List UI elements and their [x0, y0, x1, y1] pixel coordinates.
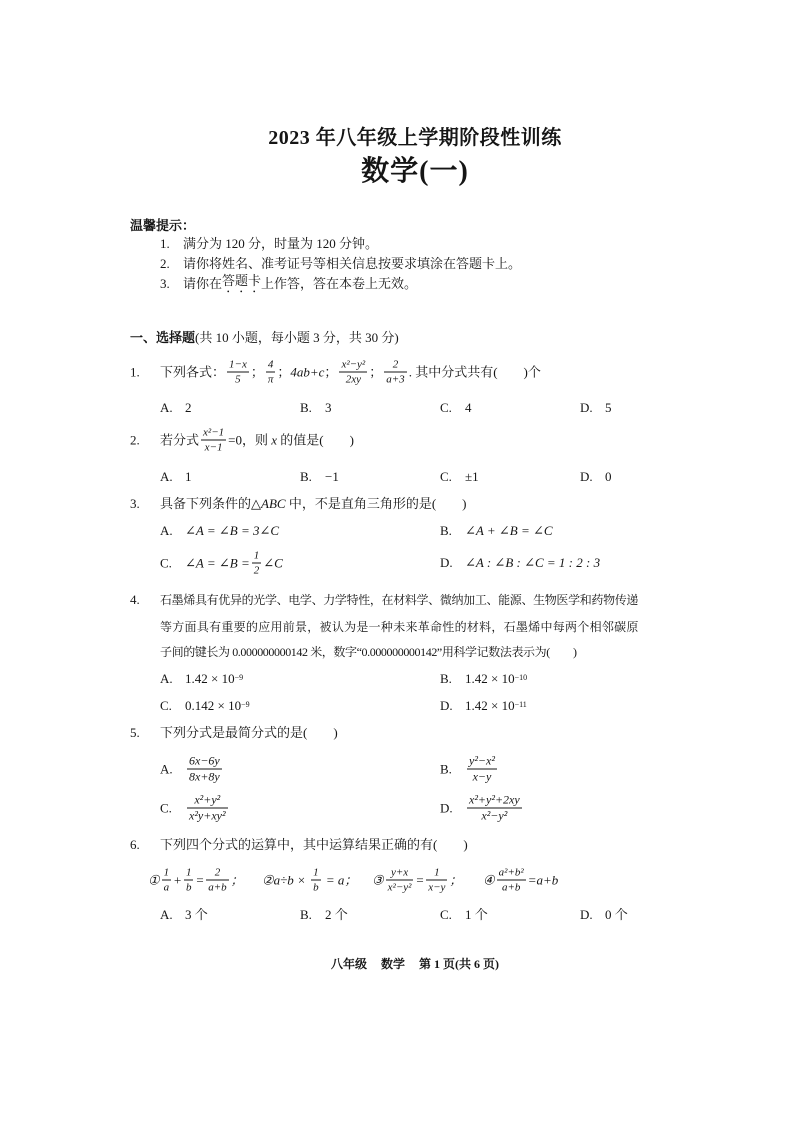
option-value: ∠A : ∠B : ∠C = 1 : 2 : 3: [465, 555, 601, 570]
option-label: C.: [160, 800, 172, 815]
fraction-numerator: 2: [392, 358, 399, 371]
option-value: 1.42 × 10: [465, 671, 515, 686]
variable: x: [271, 432, 277, 447]
question-stem-line: 石墨烯具有优异的光学、电学、力学特性，在材料学、微纳加工、能源、生物医学和药物传递: [160, 593, 638, 607]
separator: ；: [449, 872, 463, 887]
fraction-numerator: 1: [163, 866, 170, 879]
operator: =: [195, 872, 205, 887]
option-value: 3: [325, 400, 332, 415]
fraction-denominator: a+b: [497, 880, 526, 894]
question-number: 3.: [130, 496, 140, 511]
question-2: [130, 427, 354, 454]
option-label: C.: [160, 555, 172, 570]
statement-1: [148, 867, 244, 894]
option-label: A.: [160, 400, 173, 415]
fraction-numerator: 6x−6y: [189, 753, 220, 768]
notice-number: 3.: [160, 276, 170, 291]
notice-heading: 温馨提示：: [130, 218, 196, 233]
option-value: 1: [185, 469, 192, 484]
option-value: ∠A + ∠B = ∠C: [465, 523, 553, 538]
option-value: 2: [185, 400, 192, 415]
fraction: [339, 359, 367, 386]
option-label: B.: [440, 671, 452, 686]
notice-item: [160, 235, 378, 253]
question-stem: 的值是( ): [277, 432, 354, 447]
fraction-numerator: a²+b²: [498, 866, 524, 879]
fraction-denominator: a: [163, 881, 170, 894]
option-b: [300, 399, 332, 417]
option-value: 5: [605, 400, 612, 415]
fraction-numerator: y²−x²: [469, 753, 495, 768]
section-title: 一、选择题: [130, 330, 196, 345]
option-label: A.: [160, 671, 173, 686]
fraction: [187, 755, 222, 784]
option-a: [160, 906, 208, 924]
fraction: [187, 794, 228, 823]
fraction: [426, 867, 447, 894]
notice-number: 1.: [160, 236, 170, 251]
fraction: [384, 359, 406, 386]
fraction-denominator: 8x+8y: [189, 769, 220, 784]
expression: =a+b: [527, 872, 559, 887]
fraction-denominator: x²−y²: [467, 808, 522, 823]
option-value: 0 个: [605, 907, 628, 922]
fraction-denominator: a+3: [386, 373, 405, 386]
statement-2: [262, 867, 357, 894]
option-label: C.: [440, 907, 452, 922]
option-d: [440, 794, 524, 823]
question-stem: =0，则: [228, 432, 272, 447]
question-stem-line: 子间的键长为 0.000000000142 米，数字“0.000000000142”用科学记数法表示为( ): [160, 645, 577, 659]
question-stem: 中，不是直角三角形的是( ): [285, 496, 467, 511]
fraction: [184, 867, 194, 894]
fraction-numerator: x²+y²: [194, 792, 221, 807]
option-value: 0.142 × 10: [185, 698, 242, 713]
option-value: 3 个: [185, 907, 208, 922]
footer-grade: 八年级: [330, 957, 367, 971]
option-value: 4: [465, 400, 472, 415]
notice-text: 请你将姓名、准考证号等相关信息按要求填涂在答题卡上。: [183, 256, 522, 271]
question-number: 5.: [130, 725, 140, 740]
fraction-numerator: 2: [214, 866, 221, 879]
question-1: [130, 359, 541, 386]
option-label: B.: [440, 761, 452, 776]
option-d: [580, 906, 628, 924]
fraction: [201, 427, 226, 454]
option-d: [440, 554, 600, 572]
page-footer: [0, 955, 794, 973]
option-label: B.: [300, 907, 312, 922]
fraction: [467, 794, 522, 823]
option-c: [160, 794, 230, 823]
exam-title: 2023 年八年级上学期阶段性训练: [268, 127, 562, 149]
operator: =: [415, 872, 425, 887]
option-label: D.: [440, 800, 453, 815]
fraction-numerator: 4: [267, 358, 274, 371]
question-3: [130, 495, 467, 513]
option-value: ∠C: [263, 555, 283, 570]
question-6: [130, 836, 468, 854]
option-d: [580, 399, 612, 417]
fraction-denominator: x−y: [428, 881, 446, 894]
statement-mark: ③: [372, 872, 384, 887]
separator: ；: [230, 872, 244, 887]
option-c: [440, 399, 472, 417]
fraction-denominator: 2: [253, 564, 260, 577]
statement-mark: ④: [483, 872, 495, 887]
option-label: D.: [580, 907, 593, 922]
expression: = a；: [322, 872, 358, 887]
option-label: D.: [440, 555, 453, 570]
option-value: −1: [325, 469, 339, 484]
question-5: [130, 724, 338, 742]
section-heading: [130, 329, 399, 347]
option-label: D.: [440, 698, 453, 713]
fraction-denominator: x²y+xy²: [189, 808, 226, 823]
option-b: B. 1.42 × 10 $^{-10}$: [440, 671, 528, 686]
option-label: C.: [440, 469, 452, 484]
question-stem: 下列分式是最简分式的是( ): [160, 725, 338, 740]
option-c: [160, 550, 283, 577]
fraction: [162, 867, 172, 894]
option-label: A.: [160, 469, 173, 484]
option-label: A.: [160, 761, 173, 776]
question-number: 1.: [130, 364, 140, 379]
question-number: 6.: [130, 837, 140, 852]
fraction-numerator: x²+y²+2xy: [469, 792, 520, 807]
question-stem: 若分式: [160, 432, 200, 447]
notice-item: [160, 272, 417, 296]
emphasis-text: 答题卡: [222, 273, 262, 288]
fraction: [206, 867, 228, 894]
option-label: C.: [440, 400, 452, 415]
option-a: [160, 468, 192, 486]
fraction: [311, 867, 321, 894]
question-number: 4.: [130, 592, 140, 607]
notice-text: 满分为 120 分，时量为 120 分钟。: [183, 236, 379, 251]
option-value: 0: [605, 469, 612, 484]
question-stem: . 其中分式共有( )个: [408, 364, 541, 379]
question-number: 2.: [130, 432, 140, 447]
option-label: A.: [160, 907, 173, 922]
question-stem: 具备下列条件的: [160, 496, 252, 511]
expression: 4ab+c: [290, 364, 325, 379]
notice-number: 2.: [160, 256, 170, 271]
fraction-numerator: x²−1: [203, 426, 225, 439]
option-b: [440, 755, 499, 784]
option-label: A.: [160, 523, 173, 538]
fraction-denominator: a+b: [208, 881, 227, 894]
fraction: [386, 867, 414, 894]
option-b: [300, 906, 348, 924]
fraction-denominator: 2xy: [339, 372, 367, 386]
question-stem: 下列四个分式的运算中，其中运算结果正确的有( ): [160, 837, 468, 852]
separator: ；: [369, 364, 383, 379]
fraction-denominator: b: [185, 881, 192, 894]
fraction: [252, 550, 262, 577]
fraction-numerator: x²−y²: [341, 358, 366, 371]
statement-3: [372, 867, 462, 894]
option-c: [440, 468, 479, 486]
option-label: C.: [160, 698, 172, 713]
section-note: (共 10 小题，每小题 3 分，共 30 分): [195, 330, 399, 345]
fraction: [266, 359, 276, 386]
option-value: 2 个: [325, 907, 348, 922]
statement-mark: ①: [148, 872, 160, 887]
fraction-denominator: π: [267, 373, 274, 386]
option-a: A. 1.42 × 10 $^{-9}$: [160, 671, 244, 686]
fraction: [497, 867, 526, 894]
option-value: ∠A = ∠B =: [185, 555, 250, 570]
statement-4: [483, 867, 558, 894]
notice-text: 请你在: [183, 276, 223, 291]
option-d: [580, 468, 612, 486]
fraction-numerator: 1: [185, 866, 192, 879]
option-c: C. 0.142 × 10 $^{-9}$: [160, 698, 250, 713]
option-d: D. 1.42 × 10 $^{-11}$: [440, 698, 527, 713]
fraction-numerator: 1: [313, 866, 319, 879]
fraction-denominator: b: [313, 881, 319, 894]
fraction-denominator: x−y: [467, 769, 497, 784]
option-label: D.: [580, 400, 593, 415]
option-a: [160, 522, 279, 540]
footer-page-number: 第 1 页(共 6 页): [419, 957, 500, 971]
separator: ；: [250, 364, 264, 379]
option-b: [300, 468, 339, 486]
statement-mark: ②: [262, 872, 274, 887]
fraction-numerator: 1: [434, 866, 440, 879]
option-value: ±1: [465, 469, 479, 484]
option-value: 1.42 × 10: [465, 698, 515, 713]
fraction-denominator: x²−y²: [387, 881, 412, 894]
option-label: B.: [300, 400, 312, 415]
option-value: 1.42 × 10: [185, 671, 235, 686]
option-a: [160, 755, 224, 784]
operator: +: [173, 872, 182, 887]
option-value: ∠A = ∠B = 3∠C: [185, 523, 280, 538]
fraction-denominator: x−1: [201, 440, 226, 454]
fraction: [227, 359, 249, 386]
option-c: [440, 906, 488, 924]
triangle-label: △ABC: [251, 496, 286, 511]
question-stem-line: 等方面具有重要的应用前景，被认为是一种未来革命性的材料，石墨烯中每两个相邻碳原: [160, 620, 638, 634]
fraction: [467, 755, 497, 784]
fraction-numerator: 1: [253, 549, 260, 562]
expression: a÷b ×: [273, 872, 310, 887]
separator: ；: [277, 364, 291, 379]
notice-text: 上作答，答在本卷上无效。: [261, 276, 418, 291]
notice-item: [160, 255, 521, 273]
option-value: 1 个: [465, 907, 488, 922]
separator: ；: [324, 364, 338, 379]
fraction-numerator: y+x: [390, 866, 409, 879]
footer-subject: 数学: [381, 957, 406, 971]
option-a: [160, 399, 192, 417]
fraction-numerator: 1−x: [229, 358, 247, 371]
question-stem: 下列各式：: [160, 364, 226, 379]
subject-title: 数学(一): [361, 156, 469, 187]
option-label: D.: [580, 469, 593, 484]
option-b: [440, 522, 553, 540]
option-label: B.: [300, 469, 312, 484]
option-label: B.: [440, 523, 452, 538]
fraction-denominator: 5: [227, 372, 249, 386]
